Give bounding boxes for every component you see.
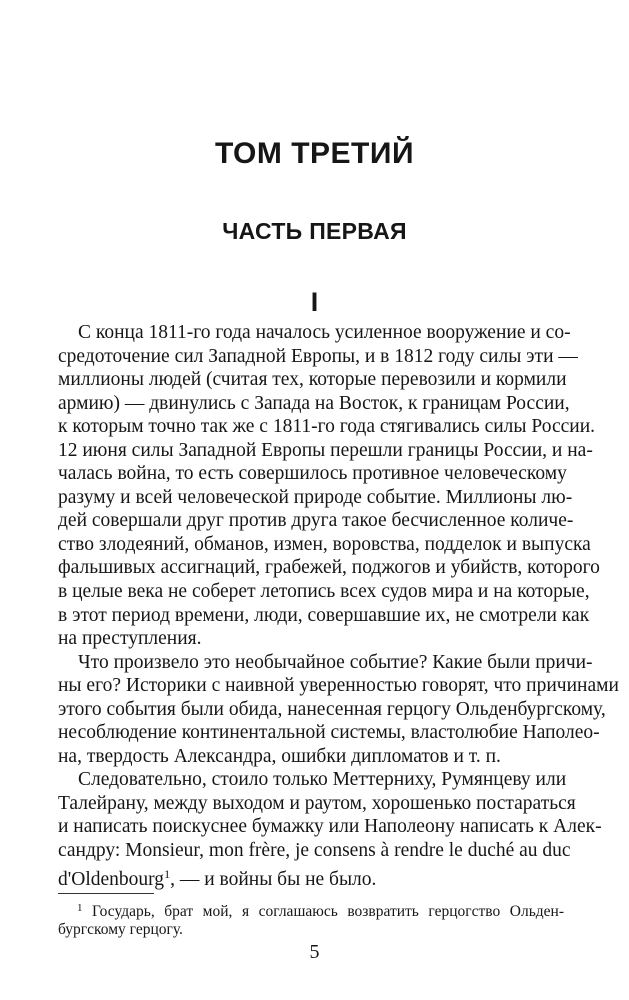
text-fragment: , — и войны бы не было. <box>170 868 377 890</box>
part-title: ЧАСТЬ ПЕРВАЯ <box>222 218 407 244</box>
text-line: на преступления. <box>58 628 202 650</box>
text-line: ство злодеяний, обманов, измен, воровства, подделок и выпуска <box>58 533 591 555</box>
text-line: Талейрану, между выходом и раутом, хорошенько постараться <box>58 792 576 814</box>
text-line: дей совершали друг против друга такое бесчисленное количе- <box>58 510 574 532</box>
paragraph-2 <box>58 651 619 769</box>
footnote-divider <box>58 893 154 894</box>
volume-title: ТОМ ТРЕТИЙ <box>214 137 415 170</box>
page-number: 5 <box>309 941 320 963</box>
text-line: разуму и всей человеческой природе событие. Миллионы лю- <box>58 486 573 508</box>
text-line: миллионы людей (считая тех, которые перевозили и кормили <box>58 369 567 391</box>
paragraph-1 <box>58 321 600 651</box>
text-line: средоточение сил Западной Европы, и в 1812 году силы эти — <box>58 345 578 367</box>
paragraph-3 <box>58 768 602 890</box>
footnote-text: Государь, брат мой, я соглашаюсь возвратить герцогство Ольден- <box>82 903 564 920</box>
text-line: Что произвело это необычайное событие? Какие были причи- <box>78 651 593 673</box>
footnote-line <box>58 898 564 919</box>
text-line: в целые века не соберет летопись всех судов мира и на которые, <box>58 581 590 603</box>
text-line: на, твердость Александра, ошибки дипломатов и т. п. <box>58 745 501 767</box>
chapter-body <box>58 321 619 890</box>
text-line: 12 июня силы Западной Европы перешли границы России, и на- <box>58 439 593 461</box>
text-line <box>58 863 564 890</box>
footnote-marker: 1 <box>77 902 83 914</box>
chapter-number: I <box>310 287 319 317</box>
text-line: в этот период времени, люди, совершавшие их, не смотрели как <box>58 604 590 626</box>
text-line: Следовательно, стоило только Меттерниху, Румянцеву или <box>78 769 567 791</box>
text-line: этого события были обида, нанесенная герцогу Ольденбургскому, <box>58 698 606 720</box>
text-line: сандру: Monsieur, mon frère, je consens à rendre le duché au duc <box>58 840 571 862</box>
text-line: чалась война, то есть совершилось противное человеческому <box>58 463 567 485</box>
text-line: к которым точно так же с 1811-го года стягивались силы России. <box>58 416 596 438</box>
text-line: фальшивых ассигнаций, грабежей, поджогов и убийств, которого <box>58 557 600 579</box>
text-line: ны его? Историки с наивной уверенностью говорят, что причинами <box>58 675 619 697</box>
text-line: С конца 1811-го года началось усиленное вооружение и со- <box>78 322 571 343</box>
footnote-reference[interactable]: 1 <box>164 866 171 881</box>
text-line: и написать поискуснее бумажку или Наполеону написать к Алек- <box>58 816 602 838</box>
text-line: армию) — двинулись с Запада на Восток, к границам России, <box>58 392 570 414</box>
text-line: несоблюдение континентальной системы, властолюбие Наполео- <box>58 722 600 744</box>
text-fragment: d'Oldenbourg <box>58 868 165 890</box>
footnote-line: бургскому герцогу. <box>58 921 183 938</box>
footnote <box>58 898 564 940</box>
